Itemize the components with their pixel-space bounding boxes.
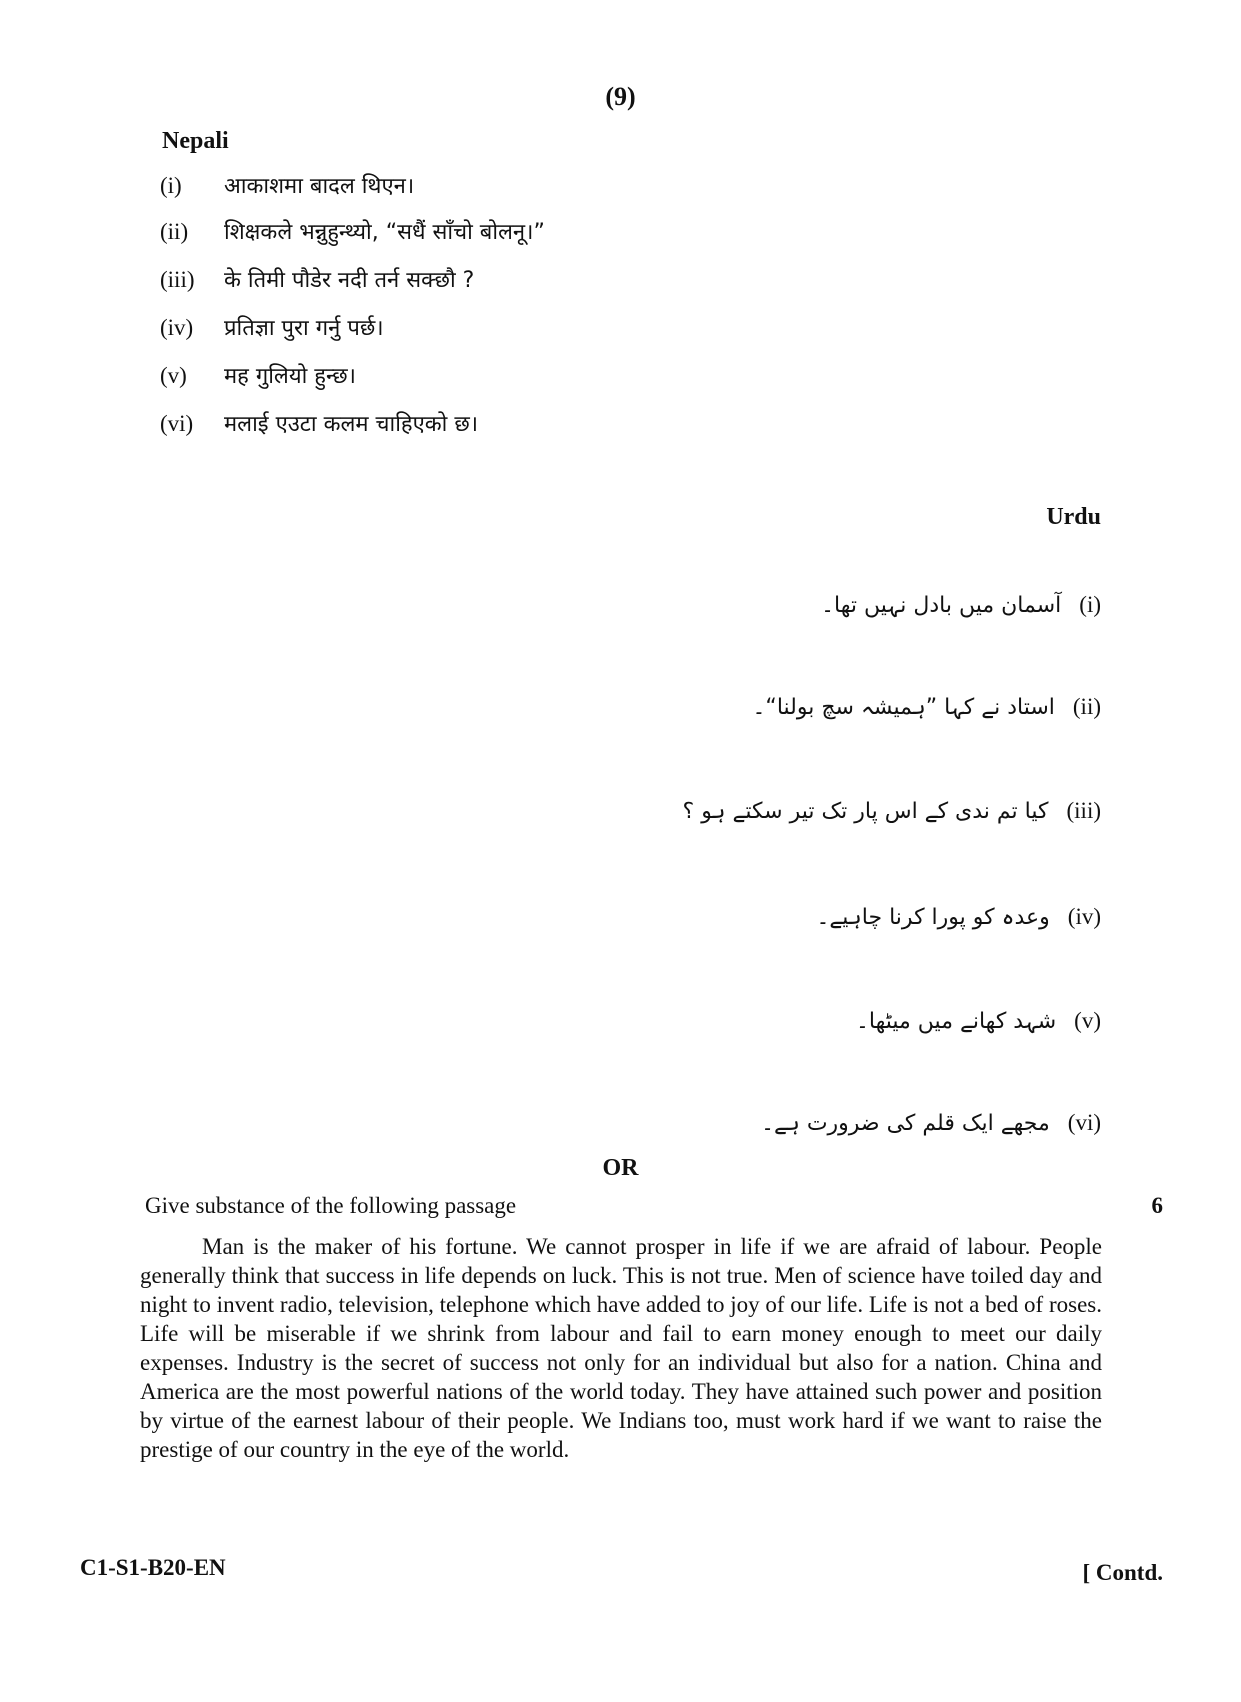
nepali-item-number: (iv) — [160, 315, 194, 340]
urdu-item — [817, 904, 1102, 930]
urdu-item-text: کیا تم ندی کے اس پار تک تیر سکتے ہو ؟ — [682, 799, 1049, 824]
paper-code: C1-S1-B20-EN — [80, 1555, 226, 1580]
nepali-item-text: मह गुलियो हुन्छ। — [224, 364, 357, 389]
urdu-heading: Urdu — [1046, 504, 1101, 530]
question-marks: 6 — [1151, 1193, 1163, 1218]
nepali-item — [160, 408, 478, 438]
nepali-item-text: शिक्षकले भन्नुहुन्थ्यो, “सधैं साँचो बोलनू।” — [224, 220, 545, 245]
nepali-item-text: के तिमी पौडेर नदी तर्न सक्छौ ? — [224, 268, 475, 293]
urdu-item-text: شہد کھانے میں میٹھا۔ — [856, 1009, 1057, 1034]
nepali-item-number: (i) — [160, 173, 182, 198]
page-number: (9) — [605, 82, 636, 111]
nepali-item — [160, 264, 474, 294]
nepali-item-text: आकाशमा बादल थिएन। — [224, 174, 415, 199]
nepali-heading: Nepali — [162, 128, 229, 154]
urdu-item-number: (i) — [1079, 592, 1101, 617]
urdu-item-text: استاد نے کہا ”ہمیشہ سچ بولنا“۔ — [752, 695, 1055, 720]
urdu-item — [683, 798, 1101, 824]
urdu-item — [856, 1008, 1101, 1034]
urdu-item-number: (v) — [1074, 1008, 1101, 1033]
urdu-item-text: آسمان میں بادل نہیں تھا۔ — [821, 593, 1062, 618]
nepali-item-text: मलाई एउटा कलम चाहिएको छ। — [224, 412, 479, 437]
urdu-item — [821, 592, 1101, 618]
urdu-item-number: (iv) — [1067, 904, 1101, 929]
urdu-item-number: (ii) — [1072, 694, 1101, 719]
nepali-item-number: (vi) — [160, 411, 194, 436]
nepali-item-number: (ii) — [160, 219, 189, 244]
urdu-item — [761, 1110, 1101, 1136]
nepali-item — [160, 312, 384, 342]
urdu-item-number: (vi) — [1067, 1110, 1101, 1135]
passage-text: Man is the maker of his fortune. We cannot prosper in life if we are afraid of labour. People generally think that success in life depends on luck. This is not true. Men of science have toiled day and night to invent radio, television, telephone which have added to joy of our life. Life is not a bed of roses. Life will be miserable if we shrink from labour and fail to earn money enough to meet our daily expenses. Industry is the secret of success not only for an individual but also for a nation. China and America are the most powerful nations of the world today. They have attained such power and position by virtue of the earnest labour of their people. We Indians too, must work hard if we want to raise the prestige of our country in the eye of the world. — [140, 1234, 1102, 1462]
nepali-item — [160, 216, 545, 246]
urdu-item-number: (iii) — [1066, 798, 1101, 823]
question-instruction: Give substance of the following passage — [145, 1193, 517, 1218]
or-separator: OR — [602, 1155, 639, 1181]
urdu-item — [753, 694, 1101, 720]
nepali-item — [160, 360, 356, 390]
continued-label: [ Contd. — [1082, 1560, 1163, 1585]
urdu-item-text: وعدہ کو پورا کرنا چاہیے۔ — [816, 905, 1050, 930]
nepali-item — [160, 170, 414, 200]
nepali-item-number: (v) — [160, 363, 187, 388]
nepali-item-text: प्रतिज्ञा पुरा गर्नु पर्छ। — [224, 316, 384, 341]
urdu-item-text: مجھے ایک قلم کی ضرورت ہے۔ — [761, 1111, 1050, 1136]
nepali-item-number: (iii) — [160, 267, 195, 292]
